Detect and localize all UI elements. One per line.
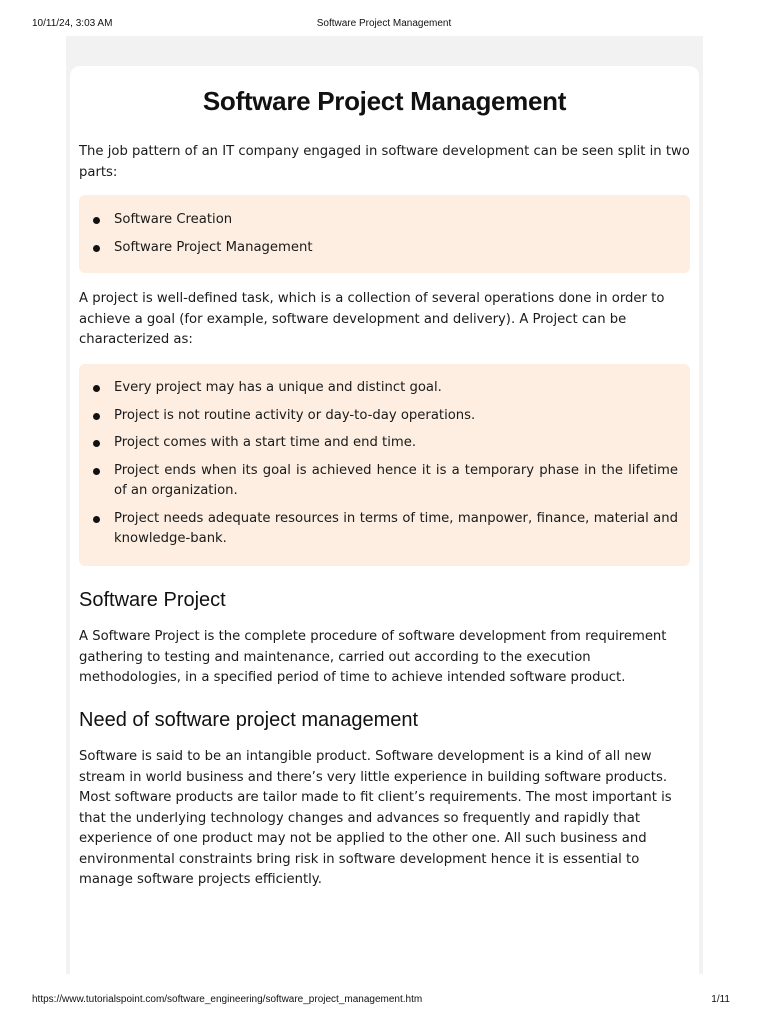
- project-definition-paragraph: A project is well-defined task, which is a collection of several operations done in order to achieve a goal (for example, software development and delivery). A Project can be characterized as:: [79, 291, 665, 347]
- list-item: Project comes with a start time and end time.: [79, 433, 690, 454]
- list-item: Project ends when its goal is achieved hence it is a temporary phase in the lifetime of an organization.: [79, 461, 690, 502]
- software-project-paragraph: A Software Project is the complete procedure of software development from requirement gathering to testing and maintenance, carried out according to the execution methodologies, in a specified period of time to achieve intended software product.: [79, 629, 667, 685]
- characteristics-list: [79, 364, 690, 550]
- intro-paragraph: The job pattern of an IT company engaged in software development can be seen split in two parts:: [79, 144, 690, 180]
- print-doc-title: Software Project Management: [316, 18, 452, 29]
- list-item: Project needs adequate resources in terms of time, manpower, finance, material and knowledge-bank.: [79, 509, 690, 550]
- list-item: Every project may has a unique and distinct goal.: [79, 378, 690, 399]
- print-footer: [32, 994, 736, 1008]
- print-header: [32, 18, 736, 32]
- print-datetime: 10/11/24, 3:03 AM: [32, 18, 113, 29]
- parts-list-box: [79, 195, 690, 273]
- list-item: Software Creation: [79, 210, 690, 231]
- print-url: https://www.tutorialspoint.com/software_engineering/software_project_management.htm: [32, 994, 423, 1005]
- characteristics-list-box: [79, 364, 690, 566]
- parts-list: [79, 195, 690, 258]
- section-heading-software-project: Software Project: [79, 589, 226, 611]
- page-number: 1/11: [711, 994, 730, 1005]
- section-heading-need-management: Need of software project management: [79, 709, 419, 731]
- page-title: Software Project Management: [202, 86, 567, 116]
- list-item: Software Project Management: [79, 238, 690, 259]
- need-management-paragraph: Software is said to be an intangible product. Software development is a kind of all new stream in world business and there’s very little experience in building software products. Most software products are tailor made to fit client’s requirements. The most important is that the underlying technology changes and advances so frequently and rapidly that experience of one product may not be applied to the other one. All such business and environmental constraints bring risk in software development hence it is essential to manage software projects efficiently.: [79, 749, 672, 887]
- list-item: Project is not routine activity or day-to-day operations.: [79, 406, 690, 427]
